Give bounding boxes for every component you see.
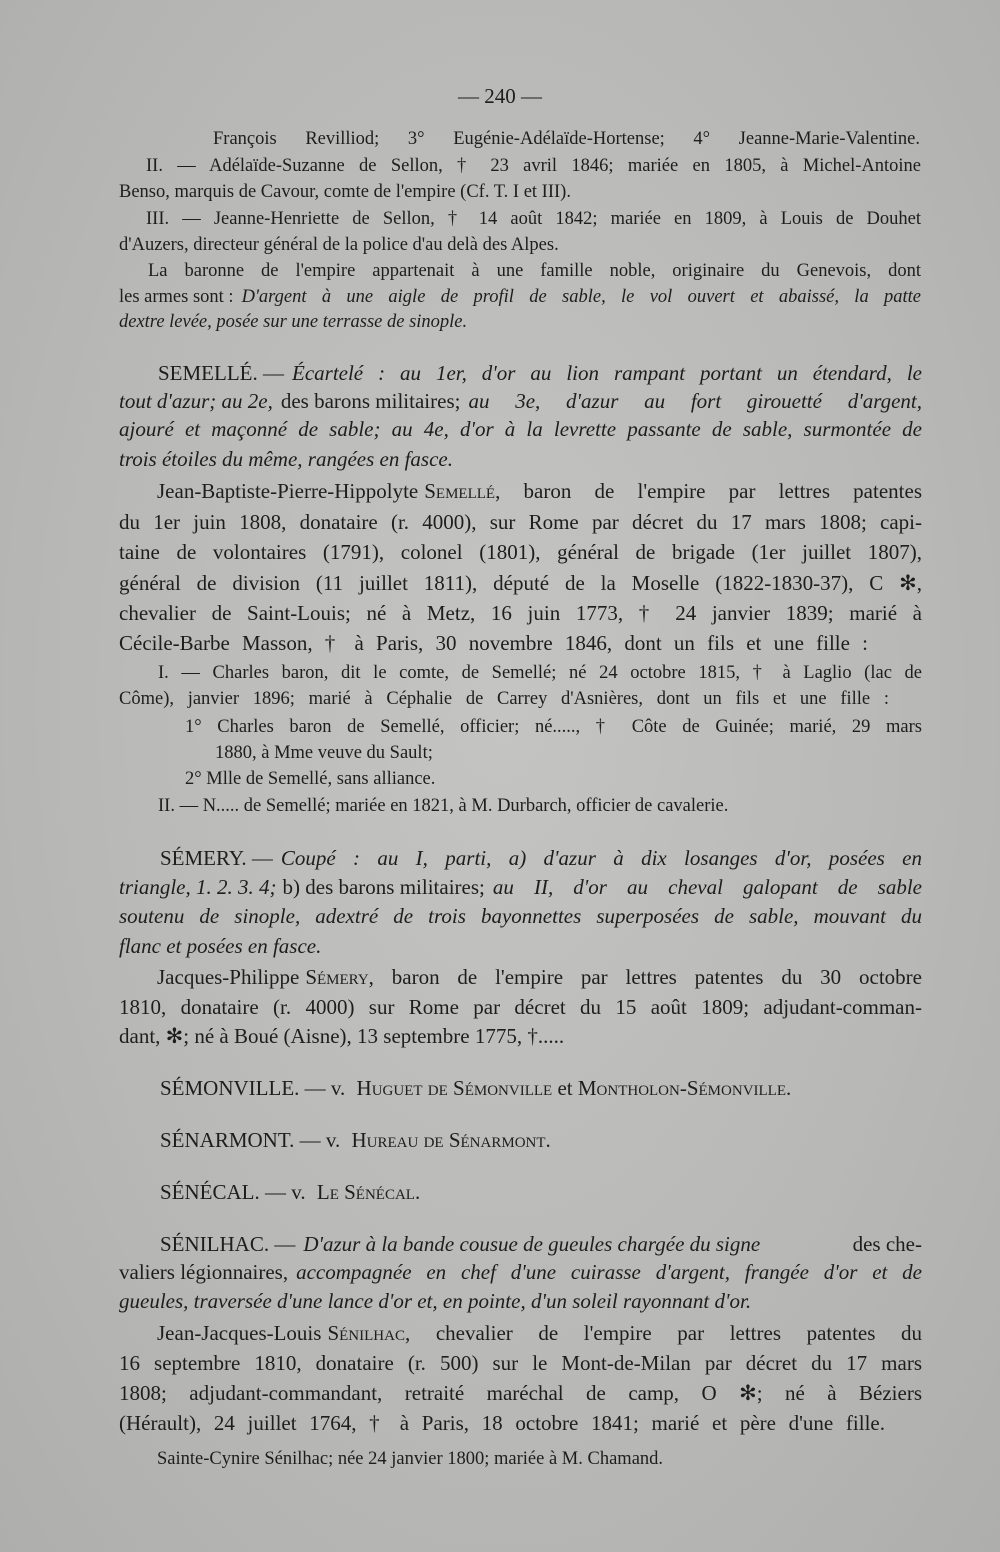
text-segment: Jean-Baptiste-Pierre-Hippolyte bbox=[157, 479, 419, 503]
entry-name: SÉMERY. — bbox=[160, 846, 273, 870]
descendant-line: Côme), janvier 1896; marié à Céphalie de Carrey d'Asnières, dont un fils et une fille : bbox=[119, 689, 889, 709]
person-surname: Sénilhac bbox=[327, 1321, 405, 1345]
blazon-text: au 3e, d'azur au fort girouetté d'argent, bbox=[468, 389, 922, 413]
paragraph-line bbox=[119, 288, 921, 307]
text-line: d'Auzers, directeur général de la police d'au delà des Alpes. bbox=[119, 235, 559, 255]
paragraph-line: 1810, donataire (r. 4000) sur Rome par décret du 15 août 1809; adjudant-comman- bbox=[119, 995, 922, 1019]
entry-heading-semery bbox=[160, 848, 922, 869]
descendant-line: 1880, à Mme veuve du Sault; bbox=[215, 743, 433, 763]
text-segment: des che- bbox=[852, 1232, 922, 1256]
blazon-text: Coupé : au I, parti, a) d'azur à dix losanges d'or, posées en bbox=[280, 846, 922, 870]
cross-reference: Huguet de Sémonville bbox=[356, 1076, 553, 1100]
paragraph-line bbox=[157, 1323, 922, 1344]
text-segment: b) des barons militaires; bbox=[282, 875, 485, 899]
person-surname: Sémery bbox=[305, 965, 369, 989]
entry-name: SÉMONVILLE. — v. bbox=[160, 1076, 346, 1100]
blazon-text: triangle, 1. 2. 3. 4; bbox=[119, 875, 277, 899]
paragraph-line: Cécile-Barbe Masson, † à Paris, 30 novembre 1846, dont un fils et une fille : bbox=[119, 631, 868, 655]
entry-name: SÉNARMONT. — v. bbox=[160, 1128, 341, 1152]
person-surname: Semellé bbox=[424, 479, 496, 503]
text-segment: et bbox=[552, 1076, 578, 1100]
blazon-line bbox=[119, 877, 922, 898]
text-segment: , baron de l'empire par lettres patentes bbox=[495, 479, 922, 503]
entry-heading-senarmont bbox=[160, 1130, 551, 1151]
entry-heading-senilhac bbox=[160, 1234, 922, 1255]
blazon-text: au II, d'or au cheval galopant de sable bbox=[492, 875, 922, 899]
paragraph-line bbox=[157, 481, 922, 502]
paragraph-line: général de division (11 juillet 1811), député de la Moselle (1822-1830-37), C ✻, bbox=[119, 571, 922, 595]
blazon-line bbox=[119, 1262, 922, 1283]
blazon-text: flanc et posées en fasce. bbox=[119, 934, 322, 958]
paragraph-line: dant, ✻; né à Boué (Aisne), 13 septembre 1775, †..... bbox=[119, 1024, 565, 1048]
paragraph-line: taine de volontaires (1791), colonel (1801), général de brigade (1er juillet 1807), bbox=[119, 540, 922, 564]
entry-name: SÉNÉCAL. — v. bbox=[160, 1180, 306, 1204]
cross-reference: Le Sénécal. bbox=[316, 1180, 421, 1204]
cross-reference: Hureau de Sénarmont. bbox=[351, 1128, 551, 1152]
text-segment: , baron de l'empire par lettres patentes du 30 octobre bbox=[368, 965, 922, 989]
blazon-text: Écartelé : au 1er, d'or au lion rampant portant un étendard, le bbox=[292, 361, 922, 385]
paragraph-line: 16 septembre 1810, donataire (r. 500) sur le Mont-de-Milan par décret du 17 mars bbox=[119, 1351, 922, 1375]
page-number: — 240 — bbox=[458, 84, 542, 108]
paragraph-line: chevalier de Saint-Louis; né à Metz, 16 juin 1773, † 24 janvier 1839; marié à bbox=[119, 601, 922, 625]
entry-heading-senecal bbox=[160, 1182, 420, 1203]
blazon-text: D'azur à la bande cousue de gueules chargée du signe bbox=[303, 1232, 761, 1256]
descendant-line: 2° Mlle de Semellé, sans alliance. bbox=[185, 769, 436, 789]
entry-name: SÉNILHAC. — bbox=[160, 1232, 296, 1256]
text-line: III. — Jeanne-Henriette de Sellon, † 14 août 1842; mariée en 1809, à Louis de Douhet bbox=[146, 209, 921, 229]
blazon-line bbox=[119, 391, 922, 412]
text-segment: des barons militaires; bbox=[280, 389, 461, 413]
blazon-text: gueules, traversée d'une lance d'or et, en pointe, d'un soleil rayonnant d'or. bbox=[119, 1289, 752, 1313]
paragraph-line: La baronne de l'empire appartenait à une famille noble, originaire du Genevois, dont bbox=[148, 261, 921, 281]
descendant-line: Sainte-Cynire Sénilhac; née 24 janvier 1800; mariée à M. Chamand. bbox=[157, 1449, 664, 1469]
paragraph-line: (Hérault), 24 juillet 1764, † à Paris, 18 octobre 1841; marié et père d'une fille. bbox=[119, 1411, 885, 1435]
paragraph-line: du 1er juin 1808, donataire (r. 4000), sur Rome par décret du 17 mars 1808; capi- bbox=[119, 510, 922, 534]
blazon-text: accompagnée en chef d'une cuirasse d'argent, frangée d'or et de bbox=[296, 1260, 922, 1284]
text-segment: Jean-Jacques-Louis bbox=[157, 1321, 322, 1345]
text-segment: , chevalier de l'empire par lettres patentes du bbox=[404, 1321, 922, 1345]
entry-heading-semonville bbox=[160, 1078, 791, 1099]
cross-reference: Montholon-Sémonville. bbox=[577, 1076, 792, 1100]
blazon-text: ajouré et maçonné de sable; au 4e, d'or à la levrette passante de sable, surmontée de bbox=[119, 417, 922, 441]
paragraph-line: 1808; adjudant-commandant, retraité maréchal de camp, O ✻; né à Béziers bbox=[119, 1381, 922, 1405]
blazon-text: trois étoiles du même, rangées en fasce. bbox=[119, 447, 453, 471]
blazon-text: dextre levée, posée sur une terrasse de sinople. bbox=[119, 312, 468, 332]
descendant-line: II. — N..... de Semellé; mariée en 1821, à M. Durbarch, officier de cavalerie. bbox=[158, 796, 729, 816]
blazon-text: tout d'azur; au 2e, bbox=[119, 389, 273, 413]
text-line: Benso, marquis de Cavour, comte de l'empire (Cf. T. I et III). bbox=[119, 182, 571, 202]
text-line: II. — Adélaïde-Suzanne de Sellon, † 23 avril 1846; mariée en 1805, à Michel-Antoine bbox=[146, 156, 921, 176]
text-segment: Jacques-Philippe bbox=[157, 965, 300, 989]
text-segment: les armes sont : bbox=[119, 287, 234, 307]
blazon-text: D'argent à une aigle de profil de sable, le vol ouvert et abaissé, la patte bbox=[241, 287, 921, 307]
descendant-line: 1° Charles baron de Semellé, officier; né....., † Côte de Guinée; marié, 29 mars bbox=[185, 717, 922, 737]
text-segment: valiers légionnaires, bbox=[119, 1260, 289, 1284]
entry-name: SEMELLÉ. — bbox=[158, 361, 284, 385]
blazon-text: soutenu de sinople, adextré de trois bayonnettes superposées de sable, mouvant du bbox=[119, 904, 922, 928]
descendant-line: I. — Charles baron, dit le comte, de Semellé; né 24 octobre 1815, † à Laglio (lac de bbox=[158, 663, 922, 683]
paragraph-line bbox=[157, 967, 922, 988]
text-line: François Revilliod; 3° Eugénie-Adélaïde-Hortense; 4° Jeanne-Marie-Valentine. bbox=[213, 129, 920, 149]
entry-heading-semelle bbox=[158, 363, 922, 384]
